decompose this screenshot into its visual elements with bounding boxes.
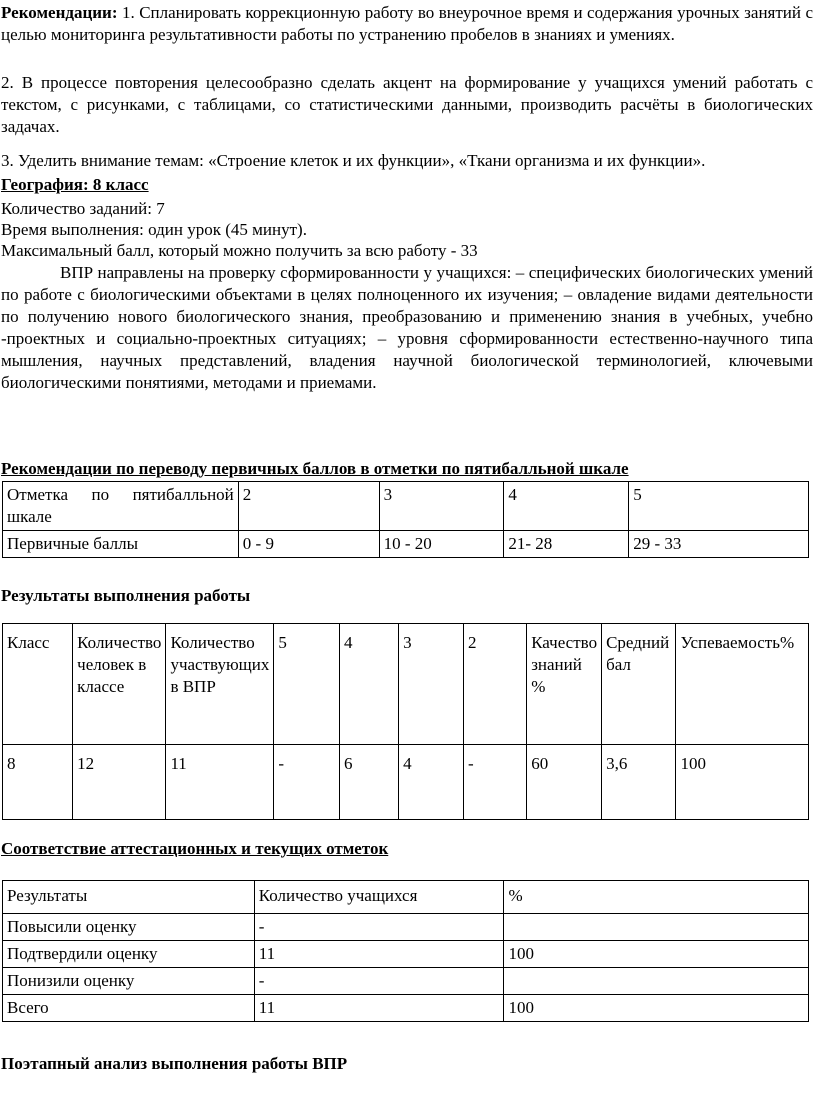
header-cell: Класс (3, 624, 73, 745)
geo-purpose: ВПР направлены на проверку сформированности у учащихся: – специфических биологических умений по работе с биологическими объектами в целях полноценного их изучения; – овладение видами деятельности по получению нового биологического знания, преобразованию и применению знания в учебных, учебно -проектных и социально-проектных ситуациях; – уровня сформированности естественно-научного типа мышления, научных представлений, владения научной биологической терминологией, ключевыми биологическими понятиями, методами и приемами. (1, 263, 813, 392)
recommendation-item-1 (1, 2, 813, 46)
geo-time: Время выполнения: один урок (45 минут). (1, 220, 307, 239)
table-cell: 11 (254, 995, 504, 1022)
table-cell: 3 (379, 482, 504, 531)
header-cell: 3 (399, 624, 464, 745)
header-cell: 2 (463, 624, 526, 745)
results-heading: Результаты выполнения работы (1, 586, 251, 605)
table-header-row (3, 881, 809, 914)
header-cell: % (504, 881, 809, 914)
scale-heading: Рекомендации по переводу первичных баллов в отметки по пятибалльной шкале (1, 459, 629, 478)
table-cell: 6 (339, 745, 398, 820)
table-row (3, 745, 809, 820)
recommendation-item-2: 2. В процессе повторения целесообразно сделать акцент на формирование у учащихся умений работать с текстом, с рисунками, с таблицами, со статистическими данными, производить расчёты в биологических задачах. (1, 73, 813, 136)
recommendations-label: Рекомендации: (1, 3, 118, 22)
table-cell: - (254, 968, 504, 995)
geo-tasks: Количество заданий: 7 (1, 199, 165, 218)
table-cell: 12 (73, 745, 166, 820)
scale-table (2, 481, 809, 558)
table-cell: Подтвердили оценку (3, 941, 255, 968)
table-row (3, 482, 809, 531)
table-cell: 29 - 33 (629, 531, 809, 558)
table-cell: 60 (527, 745, 602, 820)
table-cell (504, 968, 809, 995)
table-cell: 10 - 20 (379, 531, 504, 558)
attest-table (2, 880, 809, 1022)
header-cell: Результаты (3, 881, 255, 914)
geo-heading: География: 8 класс (1, 175, 149, 194)
table-cell: - (463, 745, 526, 820)
table-cell: Первичные баллы (3, 531, 239, 558)
table-cell: 8 (3, 745, 73, 820)
header-cell: Количество человек в классе (73, 624, 166, 745)
table-row (3, 968, 809, 995)
header-cell: Средний бал (602, 624, 676, 745)
table-cell: 11 (166, 745, 274, 820)
table-cell: - (274, 745, 340, 820)
table-header-row (3, 624, 809, 745)
table-cell: 5 (629, 482, 809, 531)
geo-maxscore: Максимальный балл, который можно получить за всю работу - 33 (1, 241, 478, 260)
stage-analysis-heading: Поэтапный анализ выполнения работы ВПР (1, 1054, 348, 1073)
table-cell: - (254, 914, 504, 941)
table-cell (504, 914, 809, 941)
recommendation-item-3: 3. Уделить внимание темам: «Строение клеток и их функции», «Ткани организма и их функции». (1, 151, 706, 170)
table-cell: Повысили оценку (3, 914, 255, 941)
table-cell: 4 (504, 482, 629, 531)
table-cell: 2 (238, 482, 379, 531)
table-row (3, 941, 809, 968)
header-cell: Успеваемость% (676, 624, 809, 745)
table-cell: 100 (504, 995, 809, 1022)
table-cell: 3,6 (602, 745, 676, 820)
table-cell: 100 (504, 941, 809, 968)
header-cell: Количество учащихся (254, 881, 504, 914)
table-row (3, 914, 809, 941)
table-cell: 0 - 9 (238, 531, 379, 558)
header-cell: 4 (339, 624, 398, 745)
header-cell: 5 (274, 624, 340, 745)
table-cell: Всего (3, 995, 255, 1022)
table-cell: 11 (254, 941, 504, 968)
attest-heading: Соответствие аттестационных и текущих отметок (1, 839, 389, 858)
header-cell: Качество знаний % (527, 624, 602, 745)
table-cell: 21- 28 (504, 531, 629, 558)
table-cell: 4 (399, 745, 464, 820)
table-row (3, 995, 809, 1022)
header-cell: Количество участвующих в ВПР (166, 624, 274, 745)
table-cell: 100 (676, 745, 809, 820)
table-cell: Отметка по пятибалльной шкале (3, 482, 239, 531)
results-table (2, 623, 809, 820)
recommendation-text-1: 1. Спланировать коррекционную работу во внеурочное время и содержания урочных занятий с целью мониторинга результативности работы по устранению пробелов в знаниях и умениях. (1, 3, 813, 44)
table-row (3, 531, 809, 558)
table-cell: Понизили оценку (3, 968, 255, 995)
